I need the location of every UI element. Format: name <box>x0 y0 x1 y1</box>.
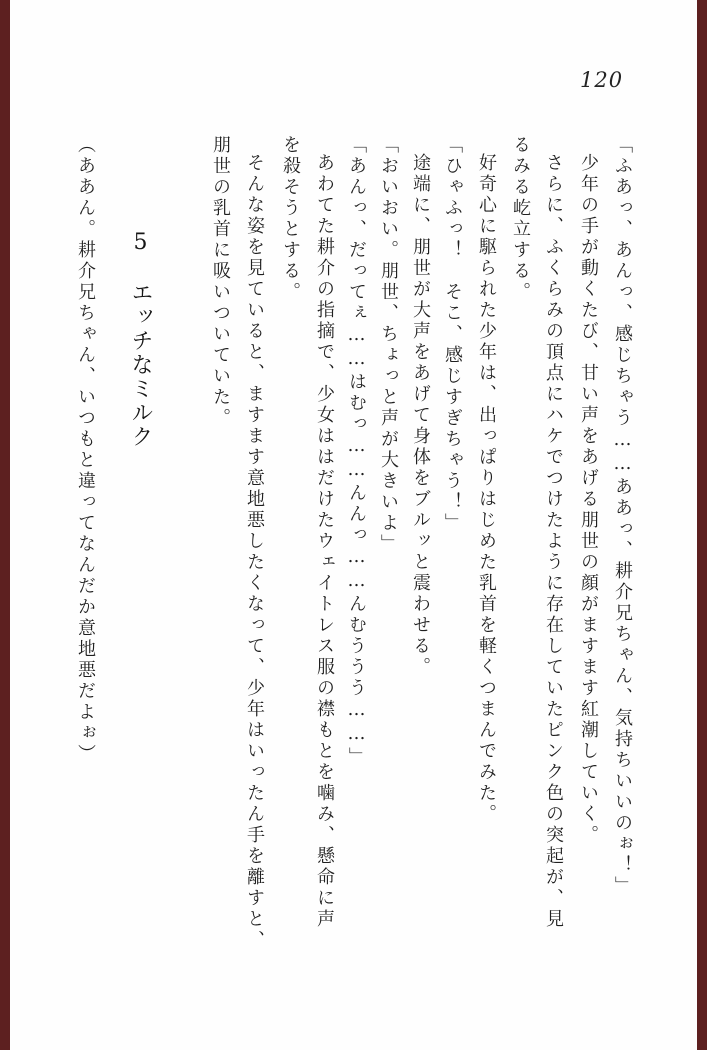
text-column: を殺そうとする。 <box>280 135 301 303</box>
text-column: るみる屹立する。 <box>510 135 531 303</box>
text-column: 朋世の乳首に吸いついていた。 <box>210 135 231 429</box>
text-column: さらに、ふくらみの頂点にハケでつけたように存在していたピンク色の突起が、見 <box>543 153 564 930</box>
text-column: 途端に、朋世が大声をあげて身体をブルッと震わせる。 <box>410 153 431 678</box>
text-column: 「ふあっ、あんっ、感じちゃう……ああっ、耕介兄ちゃん、気持ちいいのぉ！」 <box>612 135 633 897</box>
text-column: 「あんっ、だってぇ……はむっ……んんっ……んむううう……」 <box>346 135 367 768</box>
text-column: （ああん。耕介兄ちゃん、いつもと違ってなんだか意地悪だよぉ） <box>75 135 96 765</box>
text-column: そんな姿を見ていると、ますます意地悪したくなって、少年はいったん手を離すと、 <box>244 153 265 951</box>
text-column: 好奇心に駆られた少年は、出っぱりはじめた乳首を軽くつまんでみた。 <box>476 153 497 825</box>
page-number: 120 <box>580 68 624 92</box>
chapter-heading: 5 エッチなミルク <box>128 230 153 449</box>
text-column: 「ひゃふっ！ そこ、感じすぎちゃう！」 <box>442 135 463 534</box>
text-column: 少年の手が動くたび、甘い声をあげる朋世の顔がますます紅潮していく。 <box>578 153 599 846</box>
text-column: 「おいおい。朋世、ちょっと声が大きいよ」 <box>378 135 399 555</box>
text-column: あわてた耕介の指摘で、少女ははだけたウェイトレス服の襟もとを噛み、懸命に声 <box>314 153 335 930</box>
